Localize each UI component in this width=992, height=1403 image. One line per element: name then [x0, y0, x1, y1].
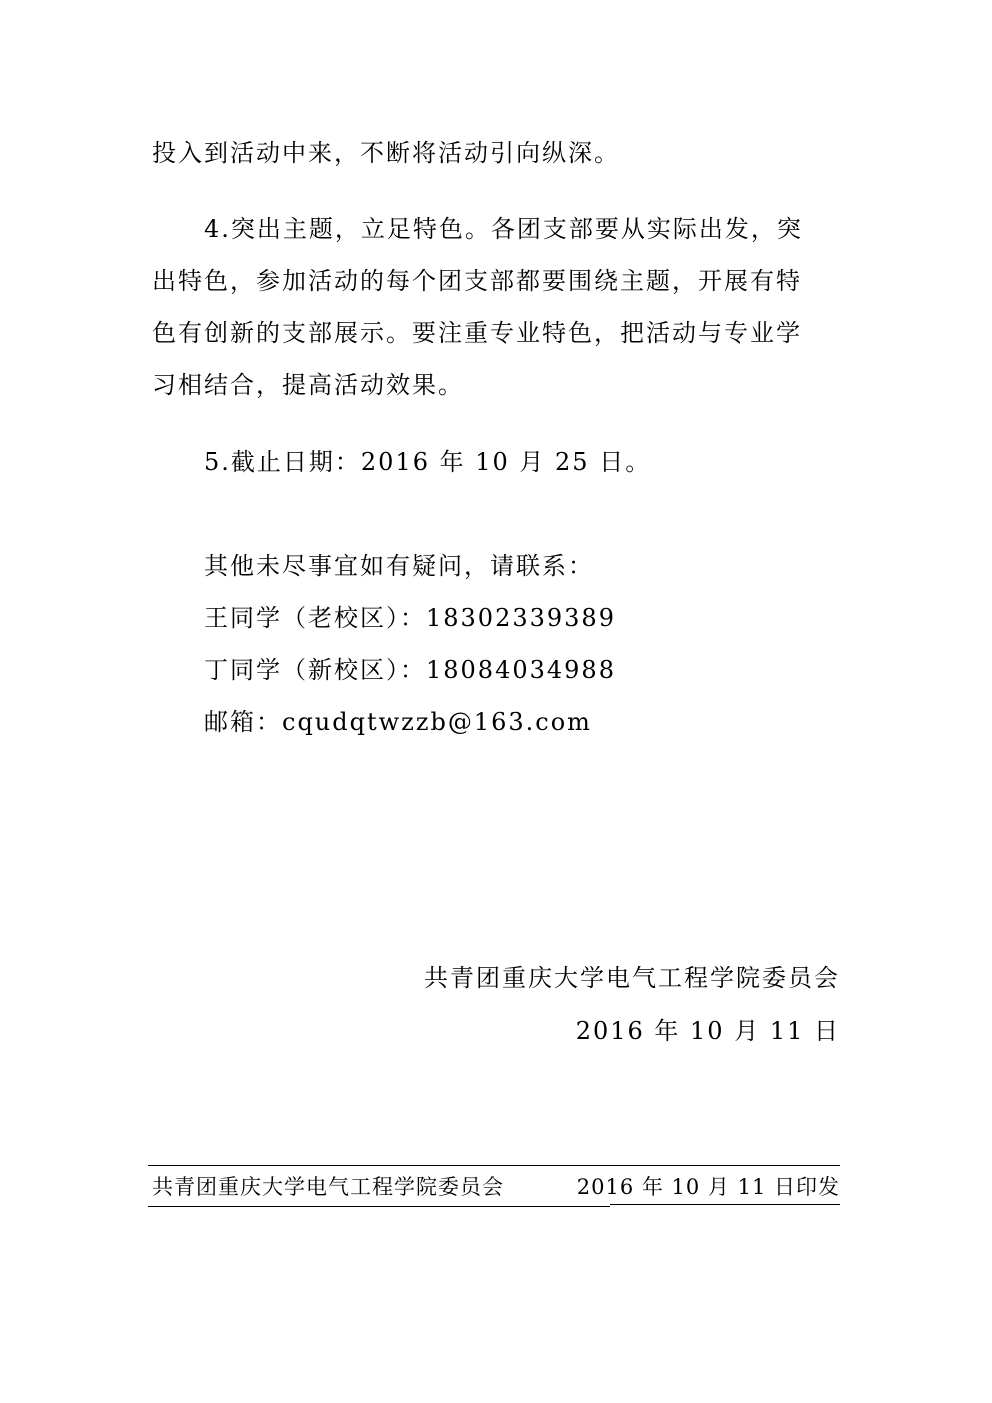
- footer-bottom-rule-right: [610, 1204, 840, 1205]
- footer-top-rule-left: [148, 1165, 380, 1166]
- contact-email: 邮箱：cqudqtwzzb@163.com: [204, 708, 592, 736]
- signature-date: 2016 年 10 月 11 日: [575, 1017, 840, 1045]
- signature-organization: 共青团重庆大学电气工程学院委员会: [424, 964, 840, 992]
- item-4-line-1: 4.突出主题，立足特色。各团支部要从实际出发，突: [204, 215, 803, 243]
- footer-issuer: 共青团重庆大学电气工程学院委员会: [152, 1175, 504, 1199]
- contact-wang: 王同学（老校区）：18302339389: [204, 604, 616, 632]
- contact-intro: 其他未尽事宜如有疑问，请联系：: [204, 552, 594, 580]
- item-4-line-3: 色有创新的支部展示。要注重专业特色，把活动与专业学: [152, 319, 802, 347]
- footer-issue-date: 2016 年 10 月 11 日印发: [576, 1175, 840, 1199]
- footer-top-rule-right: [380, 1165, 840, 1166]
- footer-bottom-rule-left: [148, 1206, 610, 1207]
- contact-ding: 丁同学（新校区）：18084034988: [204, 656, 616, 684]
- item-5-deadline: 5.截止日期：2016 年 10 月 25 日。: [204, 448, 652, 476]
- paragraph-3-continuation: 投入到活动中来，不断将活动引向纵深。: [152, 139, 620, 167]
- item-4-line-2: 出特色，参加活动的每个团支部都要围绕主题，开展有特: [152, 267, 802, 295]
- item-4-line-4: 习相结合，提高活动效果。: [152, 371, 464, 399]
